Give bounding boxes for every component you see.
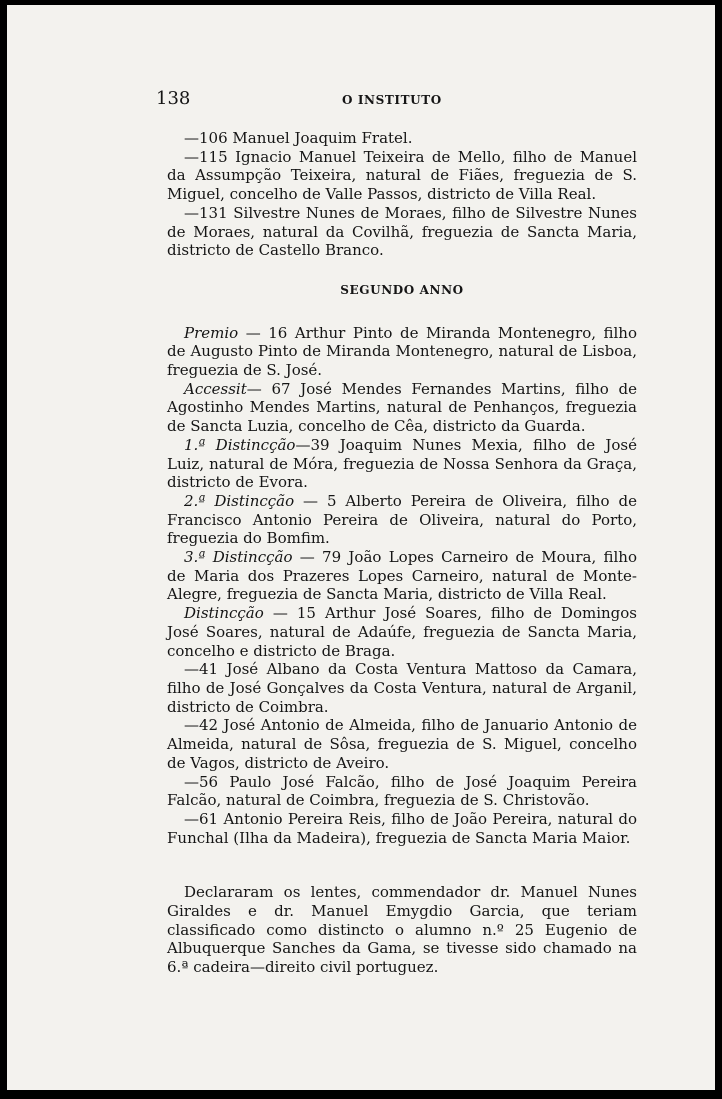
award-text: — 79 João Lopes Carneiro de Moura, filho de Maria dos Prazeres Lopes Carneiro, natural de Monte-Alegre, freguezia de Sancta Maria, districto de Villa Real. (167, 548, 637, 604)
award-paragraph (167, 548, 637, 604)
running-title: O INSTITUTO (342, 93, 442, 107)
entry-text: —131 Silvestre Nunes de Moraes, filho de Silvestre Nunes de Moraes, natural da Covilhã, freguezia de Sancta Maria, districto de Castello Branco. (167, 203, 637, 260)
award-text: — 67 José Mendes Fernandes Martins, filho de Agostinho Mendes Martins, natural de Penhanços, freguezia de Sancta Luzia, concelho de Cêa, districto da Guarda. (167, 379, 637, 436)
main-text (167, 129, 637, 977)
award-paragraph (167, 716, 637, 772)
award-paragraph (167, 492, 637, 548)
award-paragraph (167, 604, 637, 660)
award-text: —39 Joaquim Nunes Mexia, filho de José Luiz, natural de Móra, freguezia de Nossa Senhora da Graça, districto de Evora. (167, 435, 637, 492)
document-page (7, 5, 715, 1090)
award-paragraph (167, 773, 637, 810)
page-number: 138 (156, 88, 191, 109)
award-text: —41 José Albano da Costa Ventura Mattoso da Camara, filho de José Gonçalves da Costa Ventura, natural de Arganil, districto de Coimbra. (167, 660, 637, 716)
award-label: Accessit (184, 379, 247, 398)
closing-paragraph: Declararam os lentes, commendador dr. Manuel Nunes Giraldes e dr. Manuel Emygdio Garcia, que teriam classificado como distincto o alumno n.º 25 Eugenio de Albuquerque Sanches da Gama, se tivesse sido chamado na 6.ª cadeira—direito civil portuguez. (167, 883, 637, 977)
award-text: —56 Paulo José Falcão, filho de José Joaquim Pereira Falcão, natural de Coimbra, freguezia de S. Christovão. (167, 772, 637, 810)
award-text: —42 José Antonio de Almeida, filho de Januario Antonio de Almeida, natural de Sôsa, freguezia de S. Miguel, concelho de Vagos, districto de Aveiro. (167, 716, 637, 772)
award-text: — 15 Arthur José Soares, filho de Domingos José Soares, natural de Adaúfe, freguezia de Sancta Maria, concelho e districto de Braga. (167, 604, 637, 660)
award-label: 2.ª Distincção (184, 491, 295, 510)
entry-paragraph (167, 204, 637, 260)
page-header (156, 88, 636, 112)
entry-text: —106 Manuel Joaquim Fratel. (184, 129, 413, 147)
award-paragraph (167, 436, 637, 492)
award-text: — 5 Alberto Pereira de Oliveira, filho de Francisco Antonio Pereira de Oliveira, natural do Porto, freguezia do Bomfim. (167, 491, 637, 548)
award-label: Premio (184, 323, 239, 342)
section-title: SEGUNDO ANNO (340, 282, 464, 297)
entry-text: —115 Ignacio Manuel Teixeira de Mello, filho de Manuel da Assumpção Teixeira, natural de Fiães, freguezia de S. Miguel, concelho de Valle Passos, districto de Villa Real. (167, 147, 637, 204)
award-text: — 16 Arthur Pinto de Miranda Montenegro, filho de Augusto Pinto de Miranda Montenegro, natural de Lisboa, freguezia de S. José. (167, 323, 637, 380)
award-paragraph (167, 810, 637, 847)
paragraph-gap (167, 847, 637, 883)
award-paragraph (167, 324, 637, 380)
award-label: 3.ª Distincção (184, 548, 293, 567)
award-paragraph (167, 660, 637, 716)
entry-paragraph (167, 148, 637, 204)
award-label: 1.ª Distincção (184, 435, 296, 454)
award-text: —61 Antonio Pereira Reis, filho de João Pereira, natural do Funchal (Ilha da Madeira), freguezia de Sancta Maria Maior. (167, 809, 637, 847)
award-label: Distincção (184, 604, 264, 623)
entry-paragraph (167, 129, 637, 148)
award-paragraph (167, 380, 637, 436)
